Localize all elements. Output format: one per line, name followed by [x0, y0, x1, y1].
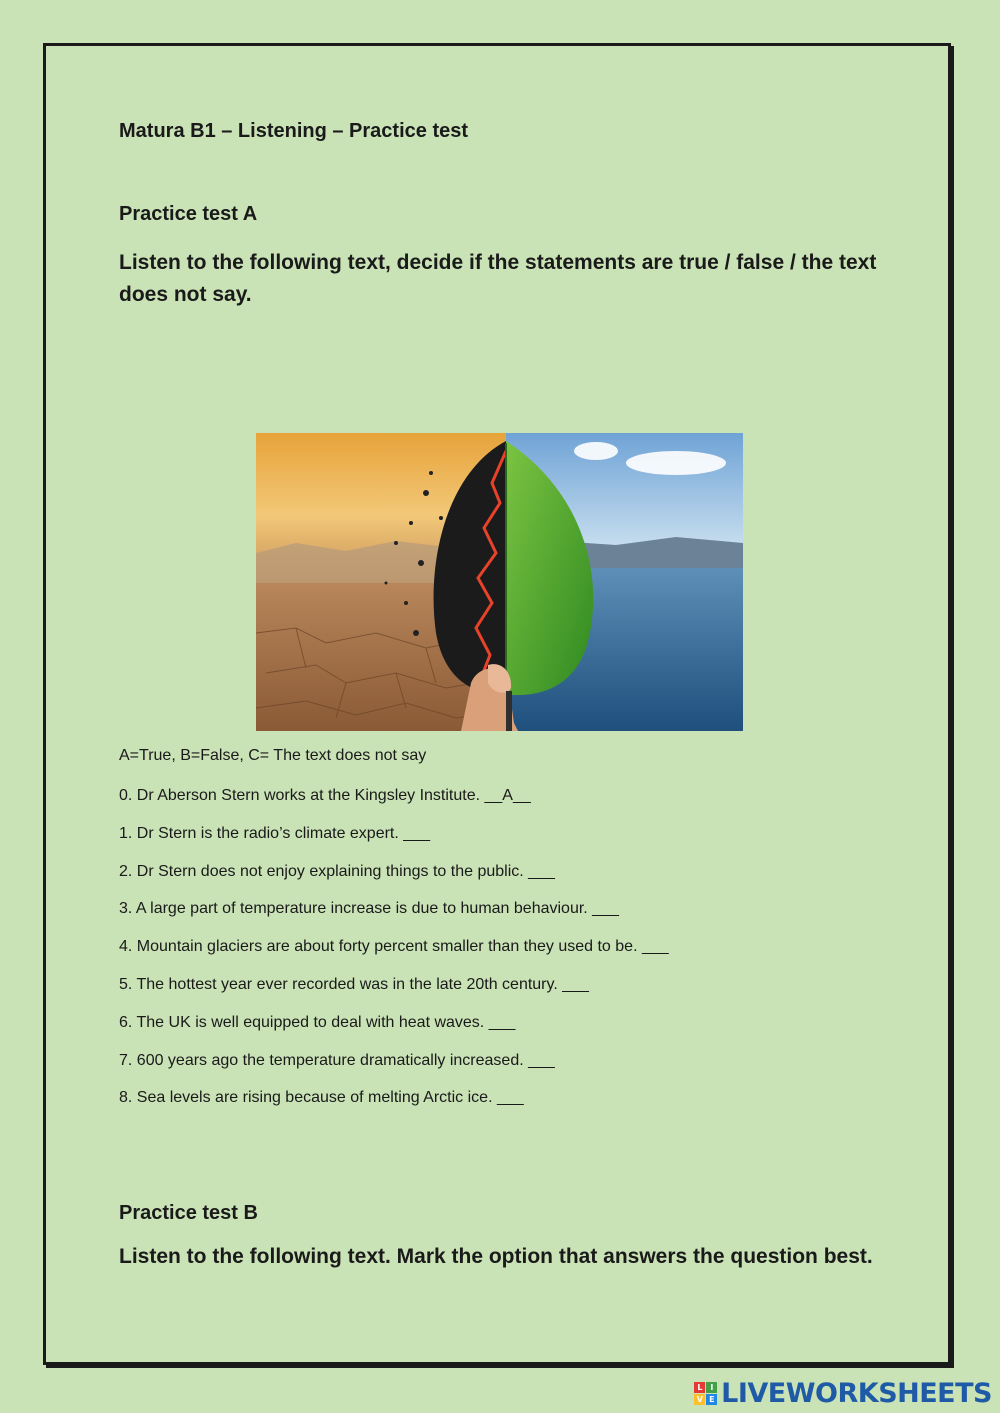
question-item: 2. Dr Stern does not enjoy explaining things to the public. ___ [119, 862, 555, 880]
section-a-instruction: Listen to the following text, decide if the statements are true / false / the text does not say. [119, 251, 877, 306]
question-item: 4. Mountain glaciers are about forty percent smaller than they used to be. ___ [119, 938, 669, 956]
question-list [119, 785, 669, 1125]
logo-mark-icon [694, 1382, 717, 1405]
question-item: 1. Dr Stern is the radio’s climate expert. ___ [119, 824, 430, 842]
question-item: 8. Sea levels are rising because of melting Arctic ice. ___ [119, 1089, 524, 1107]
section-b-instruction: Listen to the following text. Mark the option that answers the question best. [119, 1245, 873, 1268]
logo-mark-letter: E [706, 1394, 717, 1405]
logo-mark-letter: I [706, 1382, 717, 1393]
liveworksheets-logo [694, 1378, 992, 1409]
section-a-heading: Practice test A [119, 203, 258, 225]
question-item: 3. A large part of temperature increase is due to human behaviour. ___ [119, 900, 619, 918]
question-item: 0. Dr Aberson Stern works at the Kingsley Institute. __A__ [119, 787, 531, 804]
question-item: 6. The UK is well equipped to deal with heat waves. ___ [119, 1013, 516, 1031]
answer-legend: A=True, B=False, C= The text does not say [119, 747, 427, 764]
question-item: 5. The hottest year ever recorded was in the late 20th century. ___ [119, 975, 589, 993]
page-title: Matura B1 – Listening – Practice test [119, 120, 469, 142]
logo-text: LIVEWORKSHEETS [721, 1378, 992, 1409]
question-item: 7. 600 years ago the temperature dramatically increased. ___ [119, 1051, 555, 1069]
logo-mark-letter: L [694, 1382, 705, 1393]
logo-mark-letter: V [694, 1394, 705, 1405]
section-b-heading: Practice test B [119, 1202, 258, 1224]
climate-change-leaf-illustration [256, 433, 743, 731]
